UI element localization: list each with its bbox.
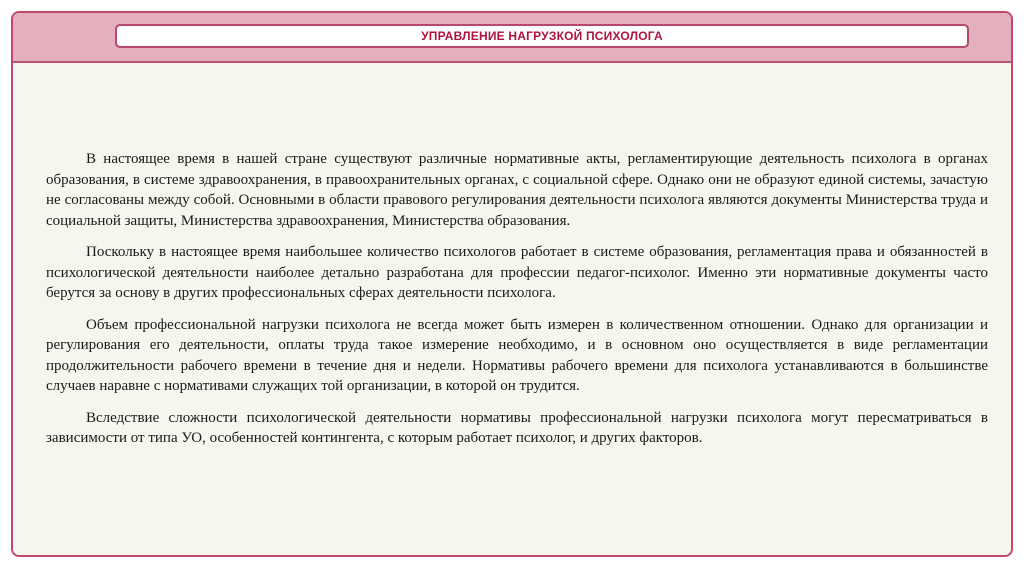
title-box: [115, 24, 969, 48]
page-title: УПРАВЛЕНИЕ НАГРУЗКОЙ ПСИХОЛОГА: [421, 29, 663, 43]
paragraph-3: Объем профессиональной нагрузки психолога не всегда может быть измерен в количественном отношении. Однако для организации и регулирования его деятельности, оплаты труда такое измерение необходимо, и в основном оно осуществляется в виде регламентации продолжительности рабочего времени в течение дня и недели. Нормативы рабочего времени для психолога устанавливаются в большинстве случаев наравне с нормативами служащих той организации, в которой он трудится.: [46, 316, 988, 394]
slide-frame: [11, 11, 1013, 557]
paragraph-2: Поскольку в настоящее время наибольшее количество психологов работает в системе образования, регламентация права и обязанностей в психологической деятельности наиболее детально разработана для профессии педагог-психолог. Именно эти нормативные документы часто берутся за основу в других профессиональных сферах деятельности психолога.: [46, 244, 988, 301]
header-band: [13, 13, 1011, 63]
body-text: [46, 149, 988, 460]
paragraph-4: Вследствие сложности психологической деятельности нормативы профессиональной нагрузки психолога могут пересматриваться в зависимости от типа УО, особенностей контингента, с которым работает психолог, и других факторов.: [46, 409, 988, 446]
paragraph-1: В настоящее время в нашей стране существуют различные нормативные акты, регламентирующие деятельность психолога в органах образования, в системе здравоохранения, в правоохранительных органах, с социальной сфере. Однако они не образуют единой системы, зачастую не согласованы между собой. Основными в области правового регулирования деятельности психолога являются документы Министерства труда и социальной защиты, Министерства здравоохранения, Министерства образования.: [46, 151, 988, 229]
